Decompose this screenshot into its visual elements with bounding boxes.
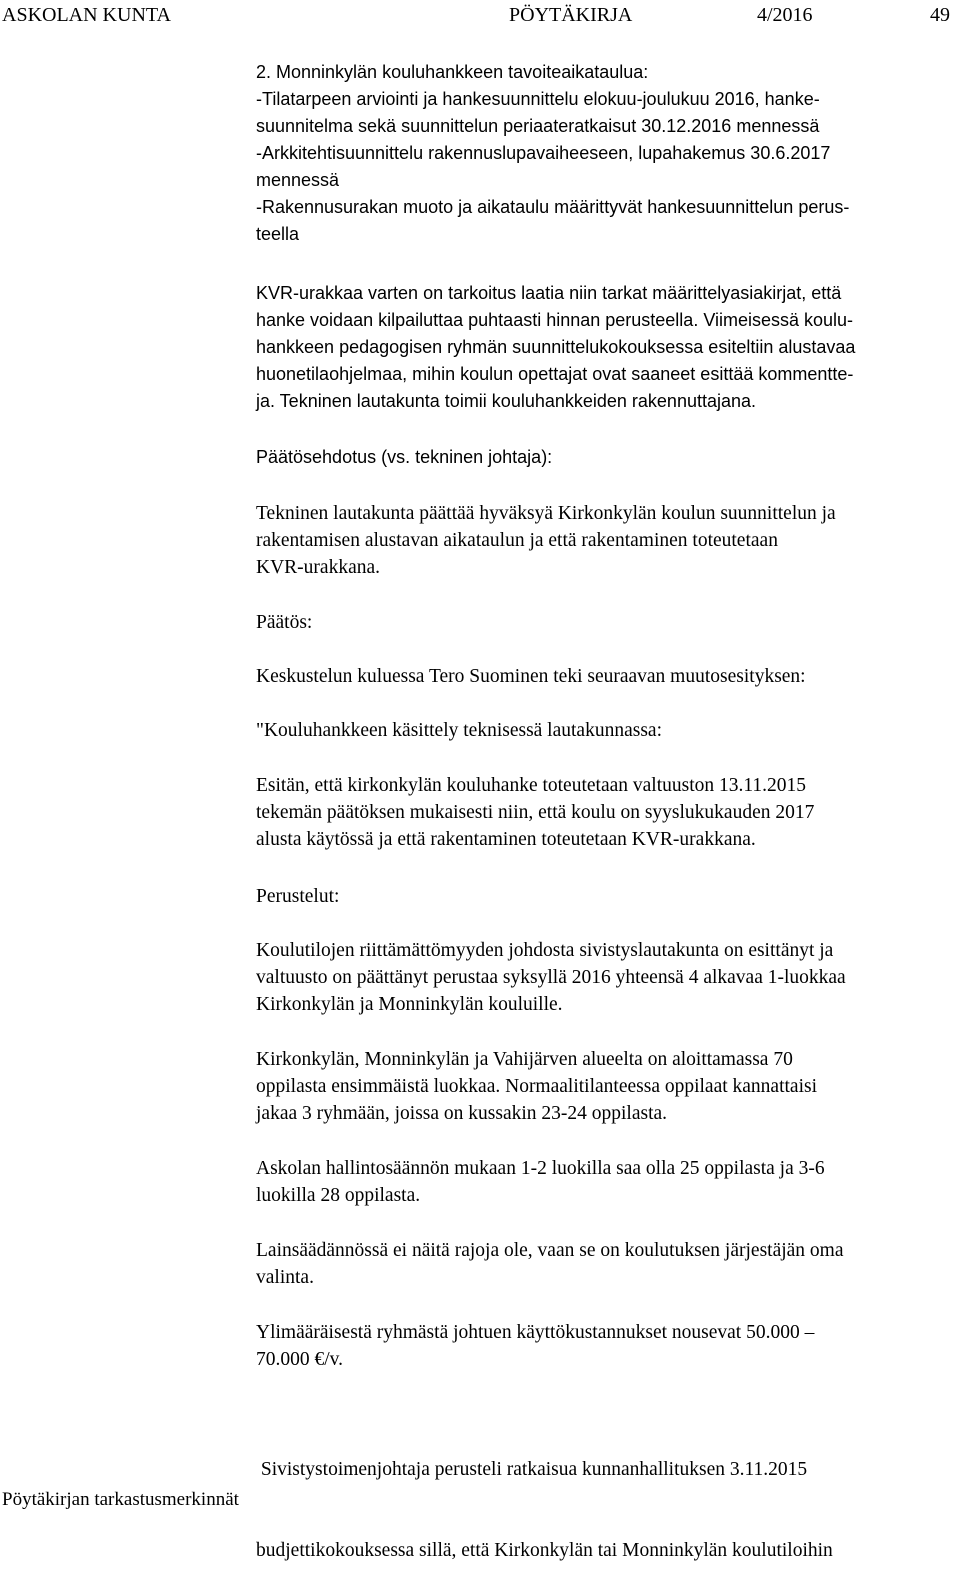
grounds-line: valinta. [256,1267,314,1288]
proposal-line: Tekninen lautakunta päättää hyväksyä Kirkonkylän koulun suunnittelun ja [256,503,836,524]
grounds-paragraph-1 [256,937,956,1018]
motion-line: alusta käytössä ja että rakentaminen toteutetaan KVR-urakkana. [256,829,756,850]
discussion-text: Keskustelun kuluessa Tero Suominen teki seuraavan muutosesityksen: [256,666,806,687]
grounds-line: jakaa 3 ryhmään, joissa on kussakin 23-24 oppilasta. [256,1103,668,1124]
motion-line: tekemän päätöksen mukaisesti niin, että koulu on syyslukukauden 2017 [256,802,815,823]
schedule-line: mennessä [256,170,340,190]
kvr-paragraph [256,280,956,415]
motion-line: Esitän, että kirkonkylän kouluhanke toteutetaan valtuuston 13.11.2015 [256,775,807,796]
schedule-line: -Rakennusurakan muoto ja aikataulu määrittyvät hankesuunnittelun perus- [256,197,850,217]
grounds-paragraph-3 [256,1155,956,1209]
grounds-line: Sivistystoimenjohtaja perusteli ratkaisua kunnanhallituksen 3.11.2015 [256,1459,808,1480]
grounds-line: valtuusto on päättänyt perustaa syksyllä 2016 yhteensä 4 alkavaa 1-luokkaa [256,967,846,988]
grounds-line: oppilasta ensimmäistä luokkaa. Normaalitilanteessa oppilaat kannattaisi [256,1076,818,1097]
grounds-line: budjettikokouksessa sillä, että Kirkonkylän tai Monninkylän koulutiloihin [256,1540,833,1561]
proposal-heading-text: Päätösehdotus (vs. tekninen johtaja): [256,447,553,467]
grounds-paragraph-5 [256,1319,956,1373]
grounds-heading [256,883,956,910]
motion-paragraph [256,772,956,853]
decision-heading [256,609,956,636]
grounds-paragraph-6 [256,1402,956,1591]
grounds-line: Ylimääräisestä ryhmästä johtuen käyttökustannukset nousevat 50.000 – [256,1322,815,1343]
footer-inspection-marks: Pöytäkirjan tarkastusmerkinnät [2,1489,239,1510]
header-document-number: 4/2016 [757,4,813,26]
grounds-line: Kirkonkylän ja Monninkylän kouluille. [256,994,563,1015]
proposal-line: KVR-urakkana. [256,557,380,578]
grounds-line: Lainsäädännössä ei näitä rajoja ole, vaan se on koulutuksen järjestäjän oma [256,1240,844,1261]
proposal-heading [256,444,956,471]
decision-heading-text: Päätös: [256,612,313,633]
grounds-line: Koulutilojen riittämättömyyden johdosta sivistyslautakunta on esittänyt ja [256,940,834,961]
schedule-line: -Tilatarpeen arviointi ja hankesuunnittelu elokuu-joulukuu 2016, hanke- [256,89,820,109]
grounds-paragraph-2 [256,1046,956,1127]
proposal-paragraph [256,500,956,581]
grounds-paragraph-4 [256,1237,956,1291]
schedule-line: -Arkkitehtisuunnittelu rakennuslupavaiheeseen, lupahakemus 30.6.2017 [256,143,831,163]
grounds-line: Askolan hallintosäännön mukaan 1-2 luokilla saa olla 25 oppilasta ja 3-6 [256,1158,825,1179]
quote-heading-text: "Kouluhankkeen käsittely teknisessä lautakunnassa: [256,720,662,741]
kvr-line: KVR-urakkaa varten on tarkoitus laatia niin tarkat määrittelyasiakirjat, että [256,283,842,303]
kvr-line: hanke voidaan kilpailuttaa puhtaasti hinnan perusteella. Viimeisessä koulu- [256,310,854,330]
kvr-line: ja. Tekninen lautakunta toimii kouluhankkeiden rakennuttajana. [256,391,757,411]
grounds-line: luokilla 28 oppilasta. [256,1185,421,1206]
header-organization: ASKOLAN KUNTA [2,4,171,26]
grounds-line: Kirkonkylän, Monninkylän ja Vahijärven alueelta on aloittamassa 70 [256,1049,793,1070]
quote-heading [256,717,956,744]
schedule-line: teella [256,224,300,244]
schedule-block [256,59,956,248]
schedule-line: suunnitelma sekä suunnittelun periaateratkaisut 30.12.2016 mennessä [256,116,820,136]
proposal-line: rakentamisen alustavan aikataulun ja että rakentaminen toteutetaan [256,530,778,551]
kvr-line: huonetilaohjelmaa, mihin koulun opettajat ovat saaneet esittää kommentte- [256,364,854,384]
kvr-line: hankkeen pedagogisen ryhmän suunnittelukokouksessa esiteltiin alustavaa [256,337,856,357]
discussion-paragraph [256,663,956,690]
grounds-line: 70.000 €/v. [256,1349,344,1370]
header-document-type: PÖYTÄKIRJA [509,4,633,26]
schedule-line: 2. Monninkylän kouluhankkeen tavoiteaikataulua: [256,62,649,82]
header-page-number: 49 [930,4,950,26]
grounds-heading-text: Perustelut: [256,886,340,907]
